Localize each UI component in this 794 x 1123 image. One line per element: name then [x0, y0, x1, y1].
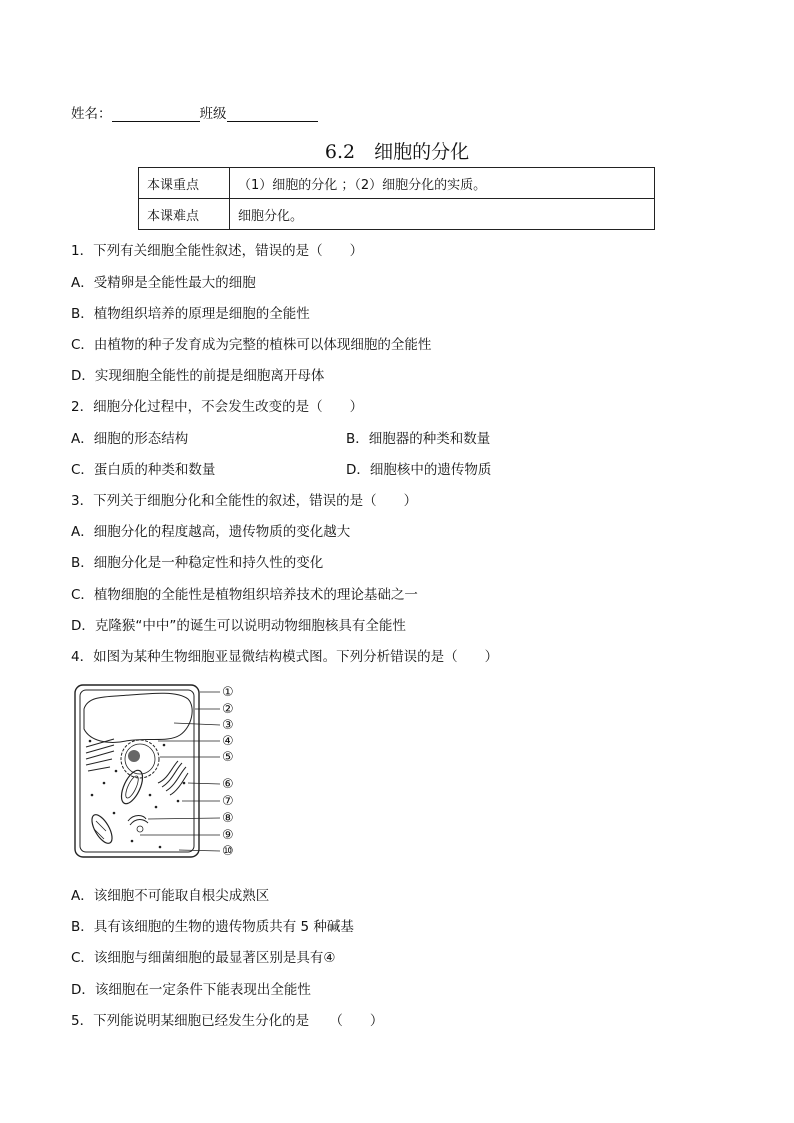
table-row: [139, 199, 655, 230]
question-stem: 3．下列关于细胞分化和全能性的叙述，错误的是（ ）: [71, 493, 418, 509]
chloroplast: [117, 767, 147, 806]
page-title-text: 6.2 细胞的分化: [324, 141, 470, 163]
small-organelle: [128, 816, 148, 826]
lesson-focus-table: [138, 167, 655, 230]
diagram-label: ④: [222, 734, 234, 749]
table-cell-value: 细胞分化。: [230, 199, 655, 230]
name-class-line: [71, 102, 318, 122]
question-option[interactable]: A．细胞的形态结构: [71, 431, 189, 447]
question-stem: 2．细胞分化过程中，不会发生改变的是（ ）: [71, 399, 364, 415]
question-option[interactable]: D．细胞核中的遗传物质: [346, 462, 492, 478]
name-label: 姓名：: [71, 106, 112, 122]
question-option[interactable]: D．实现细胞全能性的前提是细胞离开母体: [71, 368, 325, 384]
diagram-label: ⑨: [222, 828, 234, 843]
question-option[interactable]: C．由植物的种子发育成为完整的植株可以体现细胞的全能性: [71, 337, 432, 353]
question-stem: 4．如图为某种生物细胞亚显微结构模式图。下列分析错误的是（ ）: [71, 649, 499, 665]
class-label: 班级: [199, 106, 227, 122]
page-title: [0, 137, 794, 164]
diagram-label: ⑧: [222, 811, 234, 826]
question-stem: 1．下列有关细胞全能性叙述，错误的是（ ）: [71, 243, 364, 259]
question-option[interactable]: B．细胞分化是一种稳定性和持久性的变化: [71, 555, 324, 571]
diagram-label: ③: [222, 718, 234, 733]
table-row: [139, 168, 655, 199]
question-option[interactable]: D．克隆猴“中中”的诞生可以说明动物细胞核具有全能性: [71, 618, 406, 634]
nucleolus: [128, 750, 140, 762]
mitochondrion: [88, 812, 116, 847]
question-option[interactable]: B．细胞器的种类和数量: [346, 431, 491, 447]
diagram-label: ①: [222, 685, 234, 700]
name-blank[interactable]: [112, 107, 200, 122]
diagram-label: ⑩: [222, 844, 234, 859]
question-option[interactable]: C．该细胞与细菌细胞的最显著区别是具有④: [71, 950, 336, 966]
diagram-label: ②: [222, 702, 234, 717]
golgi-apparatus: [158, 761, 188, 795]
nuclear-envelope: [121, 740, 159, 778]
question-option[interactable]: B．具有该细胞的生物的遗传物质共有 5 种碱基: [71, 919, 354, 935]
mitochondrion-cristae: [94, 821, 106, 839]
endoplasmic-reticulum: [86, 739, 114, 771]
vacuole: [84, 693, 192, 742]
question-option[interactable]: A．该细胞不可能取自根尖成熟区: [71, 888, 270, 904]
chloroplast-inner: [123, 774, 140, 799]
question-option[interactable]: C．蛋白质的种类和数量: [71, 462, 216, 478]
leader-lines: [140, 692, 220, 851]
question-stem: 5．下列能说明某细胞已经发生分化的是 （ ）: [71, 1013, 384, 1029]
question-option[interactable]: A．受精卵是全能性最大的细胞: [71, 275, 256, 291]
vesicle: [137, 826, 143, 832]
question-option[interactable]: C．植物细胞的全能性是植物组织培养技术的理论基础之一: [71, 587, 418, 603]
diagram-label: ⑦: [222, 794, 234, 809]
plant-cell-diagram: [74, 683, 254, 861]
table-cell-key: 本课重点: [139, 168, 230, 199]
diagram-label: ⑤: [222, 750, 234, 765]
diagram-label: ⑥: [222, 777, 234, 792]
question-option[interactable]: B．植物组织培养的原理是细胞的全能性: [71, 306, 310, 322]
question-option[interactable]: D．该细胞在一定条件下能表现出全能性: [71, 982, 311, 998]
table-cell-value: （1）细胞的分化 ；（2）细胞分化的实质。: [230, 168, 655, 199]
table-cell-key: 本课难点: [139, 199, 230, 230]
question-option[interactable]: A．细胞分化的程度越高，遗传物质的变化越大: [71, 524, 351, 540]
class-blank[interactable]: [227, 107, 318, 122]
